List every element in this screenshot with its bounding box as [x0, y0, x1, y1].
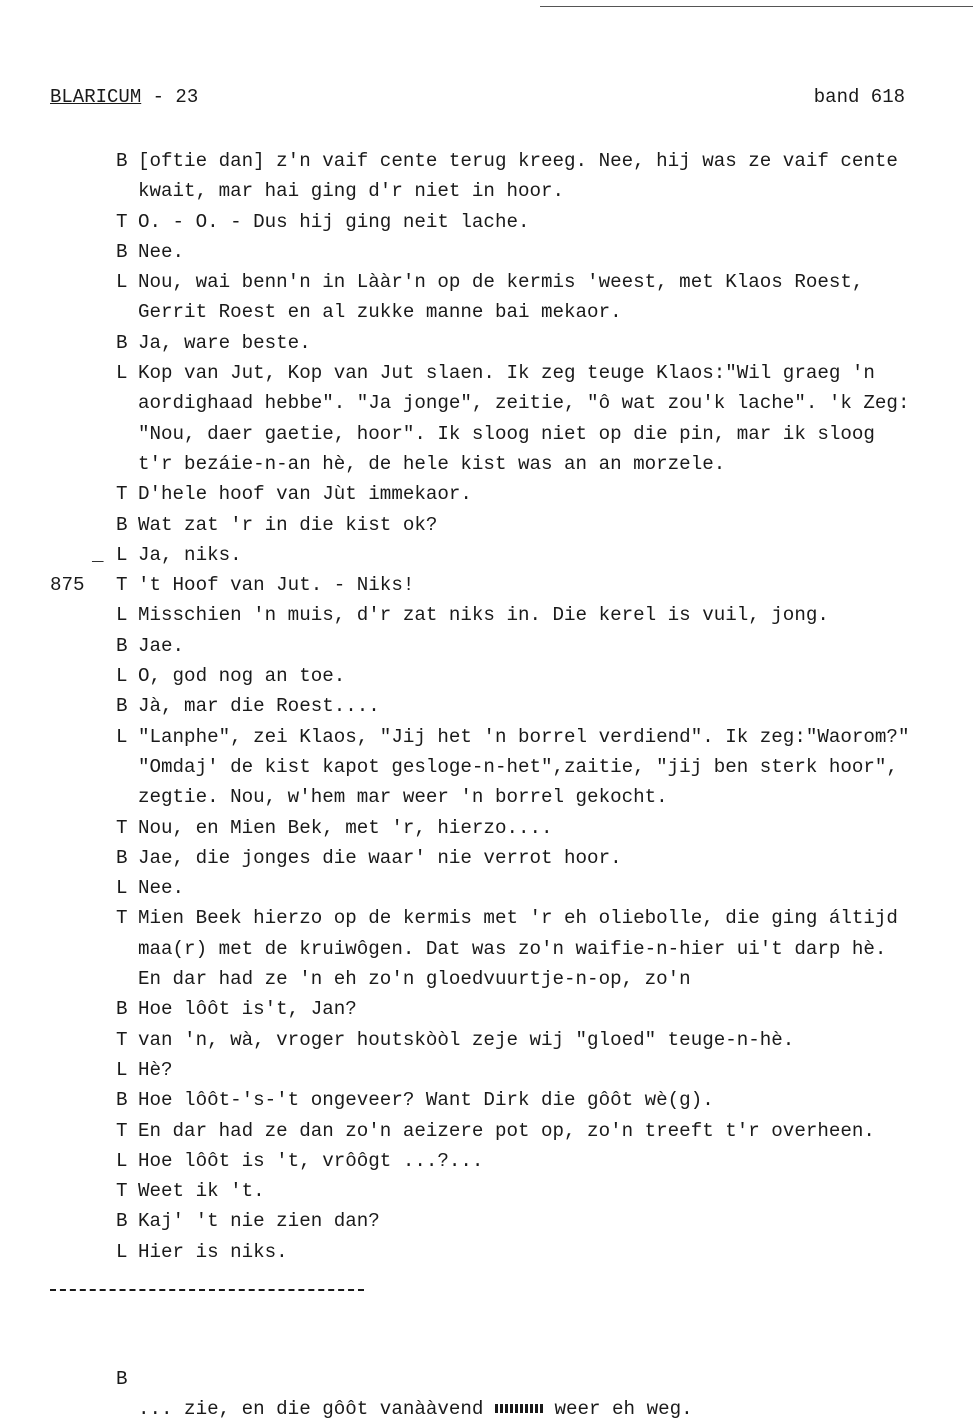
speaker-label: T	[116, 1119, 128, 1142]
transcript-line	[0, 146, 973, 176]
transcript-line	[0, 1055, 973, 1085]
utterance-text: kwait, mar hai ging d'r niet in hoor.	[138, 180, 565, 203]
transcript-line	[0, 752, 973, 782]
speaker-label: L	[116, 604, 128, 627]
utterance-text: t'r bezáie-n-an hè, de hele kist was an an morzele.	[138, 452, 726, 475]
speaker-label: T	[116, 483, 128, 506]
speaker-label: B	[116, 1210, 128, 1233]
transcript-line	[0, 600, 973, 630]
line-number: 875	[50, 574, 85, 597]
utterance-text: Hier is niks.	[138, 1240, 288, 1263]
margin-mark: _	[92, 543, 104, 566]
transcript-line	[0, 207, 973, 237]
utterance-text: Hoe lôôt is't, Jan?	[138, 998, 357, 1021]
utterance-text: "Nou, daer gaetie, hoor". Ik sloog niet op die pin, mar ik sloog	[138, 422, 875, 445]
speaker-label: B	[116, 513, 128, 536]
transcript-line	[0, 1085, 973, 1115]
speaker-label: B	[116, 1089, 128, 1112]
transcript-line	[0, 1206, 973, 1236]
transcript-line	[0, 388, 973, 418]
speaker-label: T	[116, 574, 128, 597]
transcript-line	[0, 661, 973, 691]
speaker-label: L	[116, 665, 128, 688]
transcript-line	[0, 297, 973, 327]
utterance-text: Hè?	[138, 1058, 173, 1081]
transcript-line	[0, 1025, 973, 1055]
utterance-text: 't Hoof van Jut. - Niks!	[138, 574, 415, 597]
top-rule	[540, 6, 973, 7]
speaker-label: L	[116, 1240, 128, 1263]
transcript-line	[0, 873, 973, 903]
utterance-text: Hoe lôôt-'s-'t ongeveer? Want Dirk die gôôt wè(g).	[138, 1089, 714, 1112]
utterance-text: [oftie dan] z'n vaif cente terug kreeg. Nee, hij was ze vaif cente	[138, 150, 898, 172]
utterance-text: Nou, wai benn'n in Lààr'n op de kermis 'weest, met Klaos Roest,	[138, 271, 864, 294]
transcript-line	[0, 176, 973, 206]
utterance-text: Nee.	[138, 877, 185, 900]
speaker-label: L	[116, 543, 128, 566]
speaker-label: T	[116, 210, 128, 233]
transcript-line	[0, 267, 973, 297]
speaker-label: B	[116, 1368, 128, 1390]
footer-text-after: weer eh weg.	[554, 1398, 693, 1420]
transcript-line	[0, 782, 973, 812]
speaker-label: L	[116, 1149, 128, 1172]
speaker-label: L	[116, 1058, 128, 1081]
speaker-label: B	[116, 998, 128, 1021]
footer-text-before: ... zie, en die gôôt vanààvend	[138, 1398, 484, 1420]
utterance-text: Wat zat 'r in die kist ok?	[138, 513, 438, 536]
utterance-text: Jae.	[138, 634, 185, 657]
utterance-text: Hoe lôôt is 't, vrôôgt ...?...	[138, 1149, 484, 1172]
transcript-line	[0, 813, 973, 843]
transcript-line	[0, 1116, 973, 1146]
transcript-line	[0, 934, 973, 964]
utterance-text: Jà, mar die Roest....	[138, 695, 380, 718]
speaker-label: T	[116, 1180, 128, 1203]
speaker-label: B	[116, 150, 128, 172]
utterance-text: Kop van Jut, Kop van Jut slaen. Ik zeg teuge Klaos:"Wil graeg 'n	[138, 362, 875, 385]
transcript-line	[0, 449, 973, 479]
utterance-text: D'hele hoof van Jùt immekaor.	[138, 483, 472, 506]
utterance-text: En dar had ze 'n eh zo'n gloedvuurtje-n-op, zo'n	[138, 968, 691, 991]
header-title	[50, 86, 198, 108]
separator-rule	[50, 1289, 364, 1291]
transcript-line	[0, 1146, 973, 1176]
transcript-line	[0, 328, 973, 358]
utterance-text: zegtie. Nou, w'hem mar weer 'n borrel gekocht.	[138, 786, 668, 809]
transcript-line	[0, 843, 973, 873]
utterance-text: Jae, die jonges die waar' nie verrot hoor.	[138, 846, 622, 869]
utterance-text: Mien Beek hierzo op de kermis met 'r eh oliebolle, die ging áltijd	[138, 907, 898, 930]
utterance-text: maa(r) met de kruiwôgen. Dat was zo'n waifie-n-hier ui't darp hè.	[138, 937, 887, 960]
transcript-line	[0, 1237, 973, 1267]
footer-text	[138, 1394, 693, 1424]
utterance-text: "Lanphe", zei Klaos, "Jij het 'n borrel verdiend". Ik zeg:"Waorom?"	[138, 725, 910, 748]
utterance-text: Weet ik 't.	[138, 1180, 265, 1203]
utterance-text: Nee.	[138, 240, 185, 263]
transcript-line	[0, 419, 973, 449]
transcript-line	[0, 994, 973, 1024]
utterance-text: En dar had ze dan zo'n aeizere pot op, zo'n treeft t'r overheen.	[138, 1119, 875, 1142]
transcript-line	[0, 540, 973, 570]
utterance-text: Ja, niks.	[138, 543, 242, 566]
utterance-text: Gerrit Roest en al zukke manne bai mekaor.	[138, 301, 622, 324]
utterance-text: "Omdaj' de kist kapot gesloge-n-het",zaitie, "jij ben sterk hoor",	[138, 755, 898, 778]
speaker-label: T	[116, 1028, 128, 1051]
utterance-text: van 'n, wà, vroger houtskòòl zeje wij "gloed" teuge-n-hè.	[138, 1028, 795, 1051]
transcript	[0, 146, 973, 1267]
transcript-line	[0, 510, 973, 540]
transcript-line	[0, 964, 973, 994]
utterance-text: Ja, ware beste.	[138, 331, 311, 354]
speaker-label: L	[116, 362, 128, 385]
speaker-label: B	[116, 695, 128, 718]
footer-line	[0, 1334, 973, 1420]
utterance-text: aordighaad hebbe". "Ja jonge", zeitie, "ô wat zou'k lache". 'k Zeg:	[138, 392, 910, 415]
transcript-line	[0, 570, 973, 600]
speaker-label: T	[116, 816, 128, 839]
utterance-text: Misschien 'n muis, d'r zat niks in. Die kerel is vuil, jong.	[138, 604, 829, 627]
speaker-label: T	[116, 907, 128, 930]
transcript-line	[0, 903, 973, 933]
speaker-label: L	[116, 877, 128, 900]
transcript-line	[0, 479, 973, 509]
transcript-line	[0, 358, 973, 388]
speaker-label: B	[116, 846, 128, 869]
page-number: - 23	[152, 86, 199, 108]
transcript-line	[0, 631, 973, 661]
speaker-label: B	[116, 331, 128, 354]
speaker-label: B	[116, 240, 128, 263]
struck-out-word	[495, 1404, 543, 1413]
transcript-line	[0, 1176, 973, 1206]
page-header	[50, 86, 905, 108]
place-name: BLARICUM	[50, 86, 142, 108]
transcript-line	[0, 722, 973, 752]
utterance-text: O. - O. - Dus hij ging neit lache.	[138, 210, 530, 233]
band-number: band 618	[813, 86, 905, 108]
transcript-line	[0, 237, 973, 267]
utterance-text: Nou, en Mien Bek, met 'r, hierzo....	[138, 816, 553, 839]
speaker-label: L	[116, 271, 128, 294]
speaker-label: L	[116, 725, 128, 748]
speaker-label: B	[116, 634, 128, 657]
utterance-text: O, god nog an toe.	[138, 665, 346, 688]
transcript-line	[0, 691, 973, 721]
utterance-text: Kaj' 't nie zien dan?	[138, 1210, 380, 1233]
